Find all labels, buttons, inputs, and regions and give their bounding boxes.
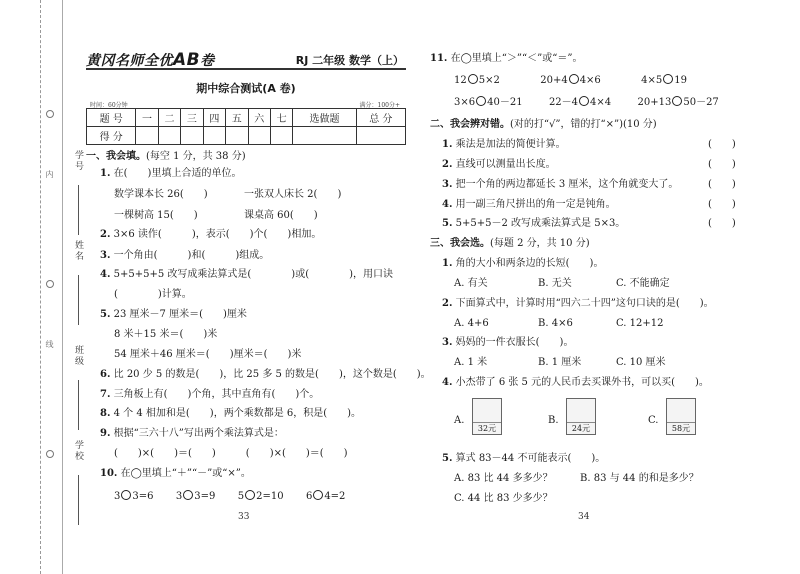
section-judge: 二、我会辨对错。(对的打“√”，错的打“×”)(10 分) — [430, 119, 657, 130]
question-4b: ( )计算。 — [114, 289, 192, 300]
option-b[interactable]: B. 83 与 44 的和是多少？ — [580, 473, 699, 484]
header-banner — [86, 50, 406, 70]
book-image-c — [666, 398, 696, 435]
section-choose: 三、我会选。(每题 2 分，共 10 分) — [430, 238, 590, 249]
choice-question-2: 2. 下面算式中，计算时用“四六二十四”这句口诀的是( )。 — [442, 298, 714, 309]
answer-circle[interactable] — [569, 74, 579, 84]
score-cell[interactable] — [158, 127, 180, 145]
option-c[interactable]: C. 44 比 83 少多少？ — [454, 493, 553, 504]
choice-question-3: 3. 妈妈的一件衣服长( )。 — [442, 337, 574, 348]
score-header-cell: 五 — [226, 109, 248, 127]
margin-side-word: 内 — [45, 170, 54, 178]
score-cell[interactable] — [226, 127, 248, 145]
question-6: 6. 比 20 少 5 的数是( )，比 25 多 5 的数是( )，这个数是( )。 — [100, 369, 431, 380]
school-field[interactable] — [78, 475, 79, 525]
answer-circle[interactable] — [183, 490, 193, 500]
score-cell[interactable] — [293, 127, 356, 145]
answer-circle[interactable] — [245, 490, 255, 500]
binding-hole — [46, 450, 54, 458]
score-cell[interactable] — [203, 127, 225, 145]
score-header-cell: 选做题 — [293, 109, 356, 127]
option-a[interactable]: A. 4+6 — [454, 318, 489, 329]
choice-question-1: 1. 角的大小和两条边的长短( )。 — [442, 258, 604, 269]
score-cell[interactable] — [356, 127, 405, 145]
option-c[interactable]: C. 10 厘米 — [616, 357, 666, 368]
time-limit: 时间：60分钟 — [90, 102, 128, 109]
compare-row-1: 12 5×2 20+4 4×6 4×5 19 — [454, 75, 688, 86]
question-5: 5. 23 厘米－7 厘米＝( )厘米 — [100, 309, 247, 320]
option-b[interactable]: B. 1 厘米 — [538, 357, 582, 368]
name-label: 姓名 — [73, 240, 83, 262]
question-1c: 一棵树高 15( ) — [114, 210, 198, 221]
answer-circle[interactable] — [121, 490, 131, 500]
class-label: 班级 — [73, 345, 83, 367]
score-header-cell: 二 — [158, 109, 180, 127]
option-c[interactable]: C. — [648, 415, 659, 426]
class-field[interactable] — [78, 380, 79, 430]
score-header-cell: 总 分 — [356, 109, 405, 127]
question-4: 4. 5+5+5+5 改写成乘法算式是( )或( )，用口诀 — [100, 269, 394, 280]
score-row-label: 得 分 — [87, 127, 136, 145]
question-11: 11. 在◯里填上“＞”“＜”或“＝”。 — [430, 53, 583, 64]
option-a[interactable]: A. — [454, 415, 465, 426]
student-no-label: 学号 — [73, 150, 83, 172]
option-c[interactable]: C. 不能确定 — [616, 278, 670, 289]
name-field[interactable] — [78, 275, 79, 325]
option-c[interactable]: C. 12+12 — [616, 318, 664, 329]
student-no-field[interactable] — [78, 185, 79, 235]
school-label: 学校 — [73, 440, 83, 462]
judge-item: 5. 5+5+5－2 改写成乘法算式是 5×3。 — [442, 218, 626, 229]
grade-label: RJ 二年级 数学（上） — [295, 54, 404, 67]
option-b[interactable]: B. 无关 — [538, 278, 572, 289]
book-price: 58元 — [671, 424, 691, 433]
score-cell[interactable] — [181, 127, 203, 145]
question-1d: 课桌高 60( ) — [244, 210, 318, 221]
answer-paren[interactable]: ( ) — [708, 139, 736, 150]
answer-paren[interactable]: ( ) — [708, 218, 736, 229]
question-7: 7. 三角板上有( )个角，其中直角有( )个。 — [100, 389, 320, 400]
section-fill-in: 一、我会填。(每空 1 分，共 38 分) — [86, 151, 246, 162]
brand-logo: 黄冈名师全优AB卷 — [86, 50, 215, 70]
question-10-items: 3 3=6 3 3=9 5 2=10 6 4=2 — [114, 491, 346, 502]
question-10: 10. 在◯里填上“＋”“－”或“×”。 — [100, 468, 251, 479]
judge-item: 2. 直线可以测量出长度。 — [442, 159, 556, 170]
choice-question-5: 5. 算式 83－44 不可能表示( )。 — [442, 453, 606, 464]
option-a[interactable]: A. 有关 — [454, 278, 488, 289]
score-cell[interactable] — [270, 127, 292, 145]
answer-paren[interactable]: ( ) — [708, 199, 736, 210]
question-2: 2. 3×6 读作( )，表示( )个( )相加。 — [100, 229, 322, 240]
margin-side-word: 线 — [45, 340, 54, 348]
answer-paren[interactable]: ( ) — [708, 159, 736, 170]
question-8: 8. 4 个 4 相加和是( )，两个乘数都是 6，积是( )。 — [100, 408, 362, 419]
judge-item: 3. 把一个角的两边都延长 3 厘米，这个角就变大了。 — [442, 179, 679, 190]
question-1: 1. 在( )里填上合适的单位。 — [100, 168, 242, 179]
answer-circle[interactable] — [476, 96, 486, 106]
question-5b: 8 米＋15 米＝( )米 — [114, 329, 218, 340]
score-header-cell: 六 — [248, 109, 270, 127]
exam-title: 期中综合测试(A 卷) — [196, 82, 296, 95]
book-image-a — [472, 398, 502, 435]
question-1b: 一张双人床长 2( ) — [244, 189, 342, 200]
book-cover-icon — [567, 399, 595, 423]
choice-question-4: 4. 小杰带了 6 张 5 元的人民币去买课外书，可以买( )。 — [442, 377, 709, 388]
answer-paren[interactable]: ( ) — [708, 179, 736, 190]
answer-circle[interactable] — [313, 490, 323, 500]
score-header-cell: 三 — [181, 109, 203, 127]
question-9: 9. 根据“三六十八”写出两个乘法算式是： — [100, 428, 284, 439]
judge-item: 1. 乘法是加法的简便计算。 — [442, 139, 566, 150]
book-cover-icon — [473, 399, 501, 423]
score-table — [86, 108, 406, 145]
answer-circle[interactable] — [468, 74, 478, 84]
binding-cut-line — [40, 0, 41, 574]
score-cell[interactable] — [248, 127, 270, 145]
score-header-cell: 题 号 — [87, 109, 136, 127]
binding-line — [62, 0, 63, 574]
judge-item: 4. 用一副三角尺拼出的角一定是钝角。 — [442, 199, 616, 210]
question-3: 3. 一个角由( )和( )组成。 — [100, 250, 270, 261]
option-b[interactable]: B. — [548, 415, 559, 426]
score-value-row — [87, 127, 406, 145]
answer-circle[interactable] — [663, 74, 673, 84]
score-header-cell: 七 — [270, 109, 292, 127]
binding-hole — [46, 110, 54, 118]
option-a[interactable]: A. 83 比 44 多多少？ — [454, 473, 553, 484]
question-1a: 数学课本长 26( ) — [114, 189, 208, 200]
full-score: 满分：100分+ — [359, 102, 400, 109]
score-cell[interactable] — [136, 127, 158, 145]
option-b[interactable]: B. 4×6 — [538, 318, 573, 329]
page-number: 34 — [578, 512, 590, 522]
book-price: 24元 — [571, 424, 591, 433]
page-number: 33 — [238, 512, 250, 522]
option-a[interactable]: A. 1 米 — [454, 357, 488, 368]
question-5c: 54 厘米＋46 厘米＝( )厘米＝( )米 — [114, 349, 302, 360]
book-image-b — [566, 398, 596, 435]
answer-circle[interactable] — [672, 96, 682, 106]
binding-hole — [46, 280, 54, 288]
answer-circle[interactable] — [579, 96, 589, 106]
book-price: 32元 — [477, 424, 497, 433]
book-cover-icon — [667, 399, 695, 423]
compare-row-2: 3×6 40－21 22－4 4×4 20+13 50－27 — [454, 97, 719, 108]
score-header-row — [87, 109, 406, 127]
score-header-cell: 一 — [136, 109, 158, 127]
question-9b: ( )×( )＝( ) ( )×( )＝( ) — [114, 448, 348, 459]
score-header-cell: 四 — [203, 109, 225, 127]
